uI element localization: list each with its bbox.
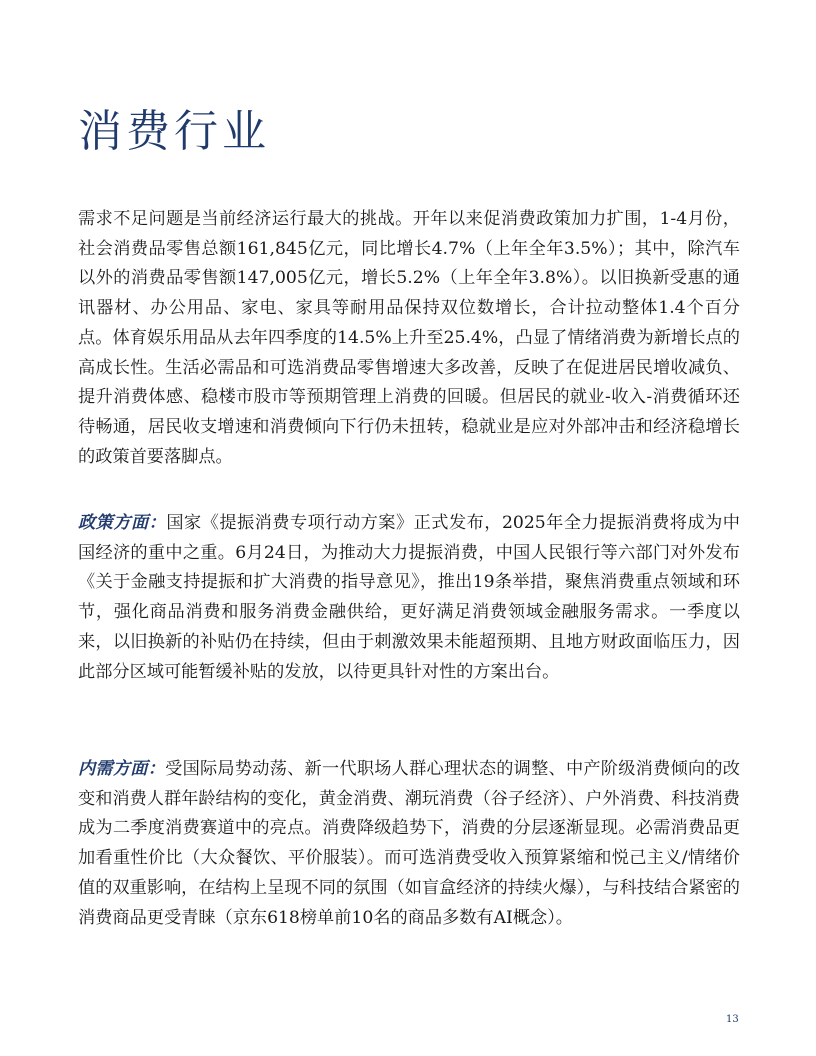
policy-text: 国家《提振消费专项行动方案》正式发布，2025年全力提振消费将成为中国经济的重中之重。6月24日，为推动大力提振消费，中国人民银行等六部门对外发布《关于金融支持提振和扩大消费的指导意见》，推出19条举措，聚焦消费重点领域和环节，强化商品消费和服务消费金融供给，更好满足消费领域金融服务需求。一季度以来，以旧换新的补贴仍在持续，但由于刺激效果未能超预期、且地方财政面临压力，因此部分区域可能暂缓补贴的发放，以待更具针对性的方案出台。 [78,513,740,682]
policy-lead: 政策方面： [78,513,167,533]
demand-paragraph [78,755,740,933]
demand-text: 受国际局势动荡、新一代职场人群心理状态的调整、中产阶级消费倾向的改变和消费人群年龄结构的变化，黄金消费、潮玩消费（谷子经济）、户外消费、科技消费成为二季度消费赛道中的亮点。消费降级趋势下，消费的分层逐渐显现。必需消费品更加看重性价比（大众餐饮、平价服装）。而可选消费受收入预算紧缩和悦己主义/情绪价值的双重影响，在结构上呈现不同的氛围（如盲盒经济的持续火爆），与科技结合紧密的消费商品更受青睐（京东618榜单前10名的商品多数有AI概念）。 [78,759,740,928]
page-title: 消费行业 [78,106,270,157]
policy-paragraph [78,509,740,687]
intro-paragraph: 需求不足问题是当前经济运行最大的挑战。开年以来促消费政策加力扩围，1-4月份，社会消费品零售总额161,845亿元，同比增长4.7%（上年全年3.5%）；其中，除汽车以外的消费品零售额147,005亿元，增长5.2%（上年全年3.8%）。以旧换新受惠的通讯器材、办公用品、家电、家具等耐用品保持双位数增长，合计拉动整体1.4个百分点。体育娱乐用品从去年四季度的14.5%上升至25.4%，凸显了情绪消费为新增长点的高成长性。生活必需品和可选消费品零售增速大多改善，反映了在促进居民增收减负、提升消费体感、稳楼市股市等预期管理上消费的回暖。但居民的就业-收入-消费循环还待畅通，居民收支增速和消费倾向下行仍未扭转，稳就业是应对外部冲击和经济稳增长的政策首要落脚点。 [78,209,740,467]
demand-lead: 内需方面： [78,759,166,779]
page-number: 13 [726,1014,739,1025]
